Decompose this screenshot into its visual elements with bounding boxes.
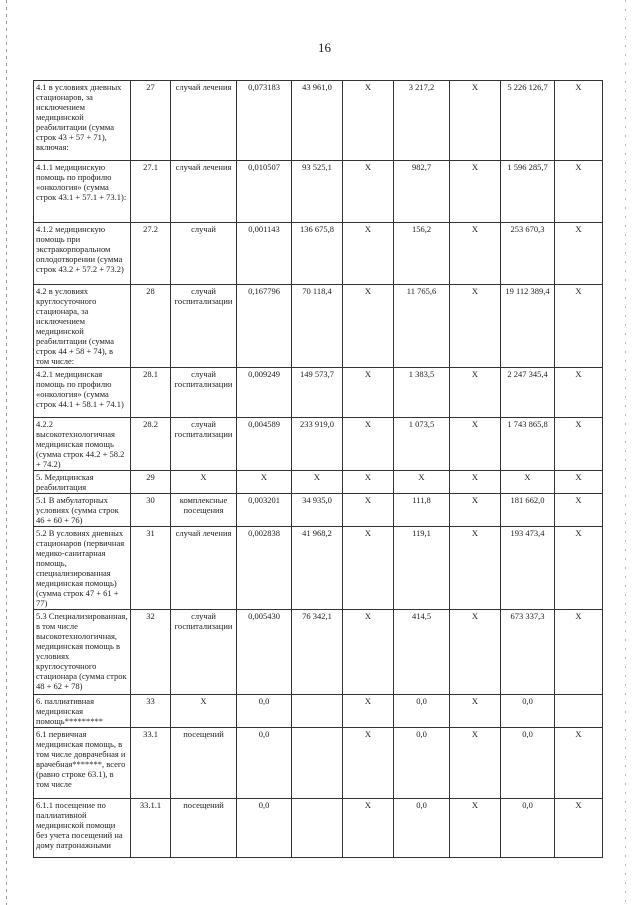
cell-unit: посещений	[171, 728, 237, 799]
cell-col6: Х	[343, 285, 394, 368]
cell-col8: Х	[450, 418, 501, 471]
cell-col7: 0,0	[394, 799, 450, 858]
cell-unit: случай лечения	[171, 161, 237, 223]
cell-col6: Х	[343, 418, 394, 471]
cell-col8: Х	[450, 695, 501, 728]
cell-col7: 0,0	[394, 695, 450, 728]
scan-edge-left	[6, 0, 7, 905]
cell-norm: 0,003201	[237, 494, 292, 527]
cell-code: 31	[131, 527, 171, 610]
cell-col9: 2 247 345,4	[501, 368, 555, 418]
cell-col6: Х	[343, 527, 394, 610]
table-row	[34, 695, 603, 728]
cell-norm: 0,009249	[237, 368, 292, 418]
cell-col7: Х	[394, 471, 450, 494]
cell-col10: Х	[555, 471, 603, 494]
cell-norm: 0,0	[237, 728, 292, 799]
cell-cost	[292, 695, 343, 728]
cell-col9: 193 473,4	[501, 527, 555, 610]
cell-unit: случай	[171, 223, 237, 285]
cell-norm: 0,001143	[237, 223, 292, 285]
cell-col8: Х	[450, 368, 501, 418]
cell-unit: случай госпитализации	[171, 418, 237, 471]
table-row	[34, 471, 603, 494]
cell-col6: Х	[343, 695, 394, 728]
cell-col9: 181 662,0	[501, 494, 555, 527]
cell-code: 27.2	[131, 223, 171, 285]
cell-name: 4.2.2 высокотехнологичная медицинская помощь (сумма строк 44.2 + 58.2 + 74.2)	[34, 418, 131, 471]
cell-code: 29	[131, 471, 171, 494]
cell-col8: Х	[450, 81, 501, 161]
cell-norm: 0,0	[237, 799, 292, 858]
table-row	[34, 494, 603, 527]
cell-col9: 673 337,3	[501, 610, 555, 695]
cell-col7: 156,2	[394, 223, 450, 285]
cell-col6: Х	[343, 799, 394, 858]
cell-col8: Х	[450, 285, 501, 368]
cell-col8: Х	[450, 223, 501, 285]
table-row	[34, 285, 603, 368]
cell-col7: 111,8	[394, 494, 450, 527]
cell-col8: Х	[450, 799, 501, 858]
cell-col8: Х	[450, 494, 501, 527]
cell-col7: 1 383,5	[394, 368, 450, 418]
cell-col9: Х	[501, 471, 555, 494]
table-row	[34, 418, 603, 471]
cell-col6: Х	[343, 161, 394, 223]
cell-norm: 0,0	[237, 695, 292, 728]
cell-code: 28.2	[131, 418, 171, 471]
cell-col6: Х	[343, 81, 394, 161]
cell-name: 6.1 первичная медицинская помощь, в том числе доврачебная и врачебная*******, всего (равно строке 63.1), в том числе	[34, 728, 131, 799]
cell-cost: 43 961,0	[292, 81, 343, 161]
cell-col10: Х	[555, 285, 603, 368]
cell-name: 4.1 в условиях дневных стационаров, за исключением медицинской реабилитации (сумма строк 43 + 57 + 71), включая:	[34, 81, 131, 161]
cell-cost: 93 525,1	[292, 161, 343, 223]
cell-code: 28	[131, 285, 171, 368]
cell-cost: 136 675,8	[292, 223, 343, 285]
table-row	[34, 81, 603, 161]
cell-col10: Х	[555, 223, 603, 285]
cell-unit: случай госпитализации	[171, 285, 237, 368]
cell-col6: Х	[343, 610, 394, 695]
cell-norm: 0,073183	[237, 81, 292, 161]
table-row	[34, 368, 603, 418]
cell-code: 32	[131, 610, 171, 695]
cell-name: 6. паллиативная медицинская помощь*********	[34, 695, 131, 728]
cell-name: 5.3 Специализированная, в том числе высокотехнологичная, медицинская помощь в условиях круглосуточного стационара (сумма строк 48 + 62 + 78)	[34, 610, 131, 695]
cell-norm: Х	[237, 471, 292, 494]
cell-col8: Х	[450, 527, 501, 610]
cell-col9: 0,0	[501, 799, 555, 858]
cell-col9: 19 112 389,4	[501, 285, 555, 368]
cell-unit: случай лечения	[171, 527, 237, 610]
cell-unit: случай лечения	[171, 81, 237, 161]
cell-cost	[292, 728, 343, 799]
tariff-table	[33, 80, 603, 858]
scan-edge-right	[625, 0, 626, 905]
cell-name: 6.1.1 посещение по паллиативной медицинской помощи без учета посещений на дому патронажными	[34, 799, 131, 858]
cell-col10: Х	[555, 610, 603, 695]
cell-col9: 1 596 285,7	[501, 161, 555, 223]
cell-col7: 414,5	[394, 610, 450, 695]
cell-col8: Х	[450, 161, 501, 223]
cell-col10: Х	[555, 527, 603, 610]
cell-code: 33.1	[131, 728, 171, 799]
cell-code: 33	[131, 695, 171, 728]
cell-col9: 0,0	[501, 695, 555, 728]
table-row	[34, 161, 603, 223]
cell-unit: комплексные посещения	[171, 494, 237, 527]
cell-code: 33.1.1	[131, 799, 171, 858]
cell-unit: случай госпитализации	[171, 610, 237, 695]
table-row	[34, 527, 603, 610]
table-row	[34, 610, 603, 695]
cell-col8: Х	[450, 610, 501, 695]
cell-cost	[292, 799, 343, 858]
cell-cost: 70 118,4	[292, 285, 343, 368]
table-row	[34, 728, 603, 799]
cell-code: 28.1	[131, 368, 171, 418]
cell-col10: Х	[555, 81, 603, 161]
cell-col7: 1 073,5	[394, 418, 450, 471]
cell-col7: 982,7	[394, 161, 450, 223]
cell-unit: Х	[171, 471, 237, 494]
cell-name: 5.2 В условиях дневных стационаров (первичная медико-санитарная помощь, специализированная медицинская помощь) (сумма строк 47 + 61 + 77)	[34, 527, 131, 610]
cell-col8: Х	[450, 471, 501, 494]
cell-col10: Х	[555, 494, 603, 527]
table-row	[34, 799, 603, 858]
cell-col9: 1 743 865,8	[501, 418, 555, 471]
cell-col7: 3 217,2	[394, 81, 450, 161]
cell-norm: 0,010507	[237, 161, 292, 223]
cell-col9: 0,0	[501, 728, 555, 799]
cell-unit: посещений	[171, 799, 237, 858]
cell-name: 4.2.1 медицинская помощь по профилю «онкология» (сумма строк 44.1 + 58.1 + 74.1)	[34, 368, 131, 418]
cell-code: 30	[131, 494, 171, 527]
cell-cost: 41 968,2	[292, 527, 343, 610]
cell-name: 4.2 в условиях круглосуточного стационара, за исключением медицинской реабилитации (сумма строк 44 + 58 + 74), в том числе:	[34, 285, 131, 368]
cell-norm: 0,167796	[237, 285, 292, 368]
cell-col7: 11 765,6	[394, 285, 450, 368]
cell-col10: Х	[555, 161, 603, 223]
cell-col9: 253 670,3	[501, 223, 555, 285]
cell-cost: 34 935,0	[292, 494, 343, 527]
cell-col8: Х	[450, 728, 501, 799]
cell-cost: 149 573,7	[292, 368, 343, 418]
cell-name: 4.1.1 медицинскую помощь по профилю «онкология» (сумма строк 43.1 + 57.1 + 73.1):	[34, 161, 131, 223]
table-row	[34, 223, 603, 285]
cell-col7: 0,0	[394, 728, 450, 799]
cell-col10: Х	[555, 418, 603, 471]
cell-col10: Х	[555, 368, 603, 418]
cell-cost: 76 342,1	[292, 610, 343, 695]
cell-col6: Х	[343, 494, 394, 527]
cell-col6: Х	[343, 728, 394, 799]
cell-cost: Х	[292, 471, 343, 494]
cell-col10: Х	[555, 799, 603, 858]
cell-code: 27.1	[131, 161, 171, 223]
cell-col6: Х	[343, 223, 394, 285]
cell-norm: 0,004589	[237, 418, 292, 471]
cell-col6: Х	[343, 368, 394, 418]
cell-name: 4.1.2 медицинскую помощь при экстракорпоральном оплодотворении (сумма строк 43.2 + 57.2 + 73.2)	[34, 223, 131, 285]
cell-unit: Х	[171, 695, 237, 728]
cell-norm: 0,005430	[237, 610, 292, 695]
cell-col9: 5 226 126,7	[501, 81, 555, 161]
cell-col7: 119,1	[394, 527, 450, 610]
cell-col6: Х	[343, 471, 394, 494]
cell-unit: случай госпитализации	[171, 368, 237, 418]
cell-col10: Х	[555, 728, 603, 799]
cell-name: 5.1 В амбулаторных условиях (сумма строк 46 + 60 + 76)	[34, 494, 131, 527]
cell-code: 27	[131, 81, 171, 161]
page-number: 16	[318, 40, 331, 55]
cell-cost: 233 919,0	[292, 418, 343, 471]
cell-norm: 0,002838	[237, 527, 292, 610]
cell-name: 5. Медицинская реабилитация	[34, 471, 131, 494]
cell-col10	[555, 695, 603, 728]
